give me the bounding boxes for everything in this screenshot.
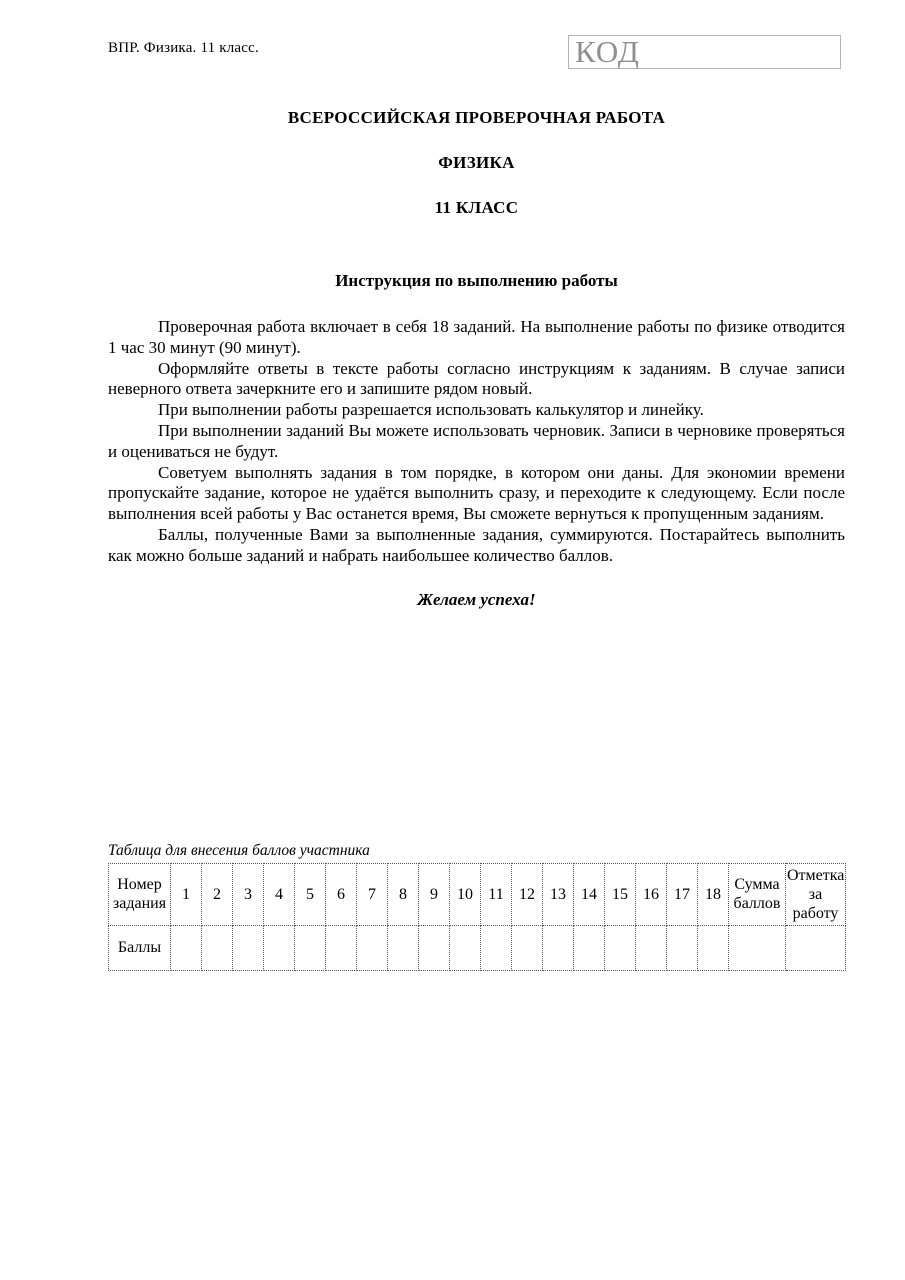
- score-table-values-row: [109, 925, 846, 970]
- score-table-task-number: 16: [636, 863, 667, 925]
- score-cell: [357, 925, 388, 970]
- score-table-task-number: 1: [171, 863, 202, 925]
- score-cell: [698, 925, 729, 970]
- score-table-task-number: 12: [512, 863, 543, 925]
- title-block: [108, 108, 845, 218]
- title-line-2: ФИЗИКА: [438, 153, 515, 172]
- score-table-task-number: 14: [574, 863, 605, 925]
- score-table-task-number: 6: [326, 863, 357, 925]
- score-table-task-number: 17: [667, 863, 698, 925]
- score-cell: [574, 925, 605, 970]
- instruction-heading: Инструкция по выполнению работы: [335, 271, 618, 290]
- score-table-row-label: Баллы: [109, 925, 171, 970]
- score-table-task-number: 8: [388, 863, 419, 925]
- score-table-task-number: 5: [295, 863, 326, 925]
- document-header: [108, 0, 845, 100]
- score-table-header-row: [109, 863, 846, 925]
- instruction-text: [108, 317, 845, 567]
- code-entry-box[interactable]: [568, 35, 841, 69]
- score-cell: [512, 925, 543, 970]
- title-line-3: 11 КЛАСС: [434, 198, 519, 217]
- score-cell: [481, 925, 512, 970]
- score-cell: [543, 925, 574, 970]
- instruction-paragraph: Проверочная работа включает в себя 18 заданий. На выполнение работы по физике отводится 1 час 30 минут (90 минут).: [108, 317, 845, 357]
- score-cell: [388, 925, 419, 970]
- score-table: [108, 863, 846, 971]
- score-table-header-mark: Отметка за работу: [786, 863, 846, 925]
- document-label: ВПР. Физика. 11 класс.: [108, 40, 259, 56]
- instruction-paragraph: При выполнении работы разрешается использовать калькулятор и линейку.: [158, 400, 704, 420]
- score-table-task-number: 11: [481, 863, 512, 925]
- score-cell: [450, 925, 481, 970]
- instruction-paragraph: Советуем выполнять задания в том порядке, в котором они даны. Для экономии времени пропускайте задание, которое не удаётся выполнить сразу, и переходите к следующему. Если после выполнения всей работы у Вас останется время, Вы сможете вернуться к пропущенным заданиям.: [108, 462, 845, 524]
- code-box-label: КОД: [575, 34, 640, 69]
- score-table-task-number: 13: [543, 863, 574, 925]
- good-luck-message: Желаем успеха!: [417, 589, 536, 609]
- score-table-task-number: 18: [698, 863, 729, 925]
- score-table-task-number: 10: [450, 863, 481, 925]
- score-table-header-first: Номер задания: [109, 863, 171, 925]
- title-line-1: ВСЕРОССИЙСКАЯ ПРОВЕРОЧНАЯ РАБОТА: [287, 108, 666, 127]
- instruction-paragraph: Оформляйте ответы в тексте работы согласно инструкциям к заданиям. В случае записи неверного ответа зачеркните его и запишите рядом новый.: [108, 358, 845, 399]
- instruction-paragraph: При выполнении заданий Вы можете использовать черновик. Записи в черновике проверяться и оцениваться не будут.: [108, 420, 845, 461]
- score-table-header-sum: Сумма баллов: [729, 863, 786, 925]
- score-table-task-number: 15: [605, 863, 636, 925]
- score-cell: [326, 925, 357, 970]
- score-cell: [202, 925, 233, 970]
- score-table-task-number: 7: [357, 863, 388, 925]
- score-cell: [667, 925, 698, 970]
- score-cell: [605, 925, 636, 970]
- score-table-task-number: 2: [202, 863, 233, 925]
- score-cell: [171, 925, 202, 970]
- score-table-caption: Таблица для внесения баллов участника: [108, 841, 370, 859]
- score-table-task-number: 4: [264, 863, 295, 925]
- score-cell: [264, 925, 295, 970]
- score-table-task-number: 9: [419, 863, 450, 925]
- score-sum-cell: [729, 925, 786, 970]
- score-cell: [419, 925, 450, 970]
- score-cell: [295, 925, 326, 970]
- score-mark-cell: [786, 925, 846, 970]
- score-cell: [233, 925, 264, 970]
- page-content: [108, 0, 845, 971]
- score-cell: [636, 925, 667, 970]
- score-table-task-number: 3: [233, 863, 264, 925]
- instruction-paragraph: Баллы, полученные Вами за выполненные задания, суммируются. Постарайтесь выполнить как можно больше заданий и набрать наибольшее количество баллов.: [108, 524, 845, 565]
